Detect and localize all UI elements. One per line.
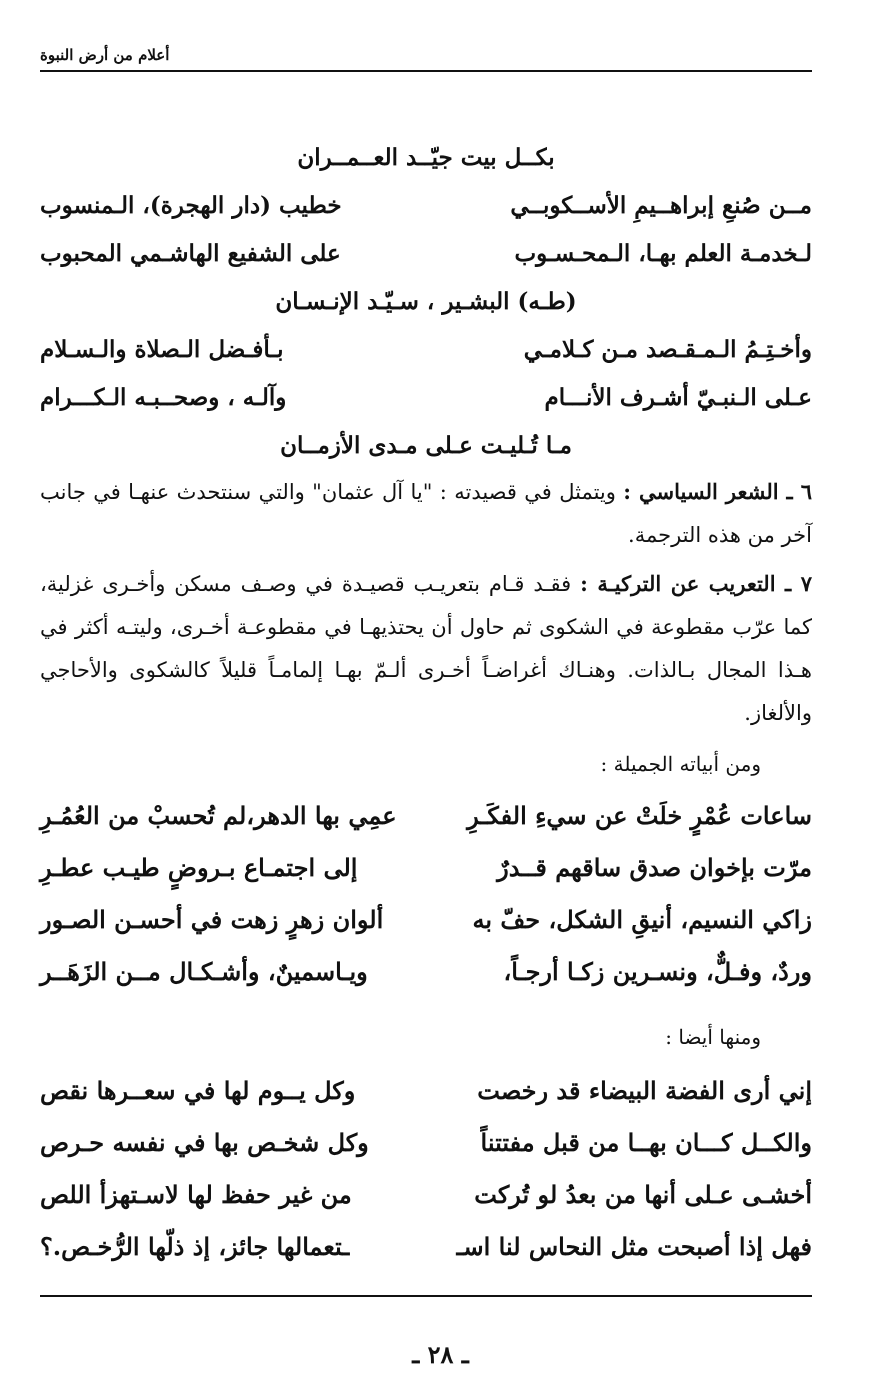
- poem-hemistich: ساعات عُمْرٍ خلَتْ عن سيءِ الفكَـرِ: [467, 801, 812, 830]
- section-7-heading: ٧ ـ التعريب عن التركيـة :: [580, 571, 812, 596]
- poem-verse: مـا تُـليـت عـلى مـدى الأزمــان: [280, 432, 572, 459]
- poem-hemistich: ـتعمالها جائز، إذ ذلّها الرُّخـص.؟: [40, 1232, 350, 1261]
- poem-line: [40, 946, 812, 998]
- poem-line: [40, 842, 812, 894]
- poem-hemistich: على الشفيع الهاشـمي المحبوب: [40, 240, 341, 267]
- section-7: [40, 562, 812, 735]
- poem-hemistich: وأخـتِـمُ الـمـقـصد مـن كـلامـي: [523, 336, 812, 363]
- poem-intro-1: ومن أبياته الجميلة :: [600, 752, 761, 776]
- section-6: [40, 470, 812, 557]
- poem-hemistich: زاكي النسيم، أنيقِ الشكل، حفّ به: [472, 905, 812, 934]
- section-6-text: ويتمثل في قصيدته : "يا آل عثمان" والتي سنتحدث عنهـا في جانب آخر من هذه الترجمة.: [40, 480, 812, 547]
- poem-block-2: [40, 790, 812, 998]
- poem-intro-2: ومنها أيضا :: [665, 1025, 761, 1049]
- poem-line: [40, 278, 812, 326]
- poem-hemistich: لـخدمـة العلم بهـا، الـمحـسـوب: [514, 240, 812, 267]
- poem-hemistich: بـأفـضل الـصلاة والـسـلام: [40, 336, 284, 363]
- poem-hemistich: والكــل كـــان بهــا من قبل مفتتناً: [480, 1128, 812, 1157]
- section-7-text: فقـد قـام بتعريـب قصيـدة في وصـف مسكن وأخـرى غزلية، كما عرّب مقطوعة في الشكوى ثم حاول أن يحتذيهـا في مقطوعـة أخـرى، وليتـه أكثر في هـذا المجال بـالذات. وهنـاك أغراضـاً أخـرى ألـمّ بهـا إلمامـاً قليلاً كالشكوى والأحاجي والألغاز.: [40, 572, 812, 725]
- poem-line: [40, 374, 812, 422]
- page-number: ـ ٢٨ ـ: [412, 1340, 469, 1369]
- poem-verse: بكــل بيت جيّــد العــمــران: [297, 144, 555, 171]
- poem-line: [40, 1221, 812, 1273]
- poem-hemistich: مــن صُنعِ إبراهــيمِ الأســكوبــي: [510, 192, 812, 219]
- poem-line: [40, 230, 812, 278]
- footer-rule: [40, 1295, 812, 1297]
- poem-line: [40, 182, 812, 230]
- poem-hemistich: ويـاسمينٌ، وأشـكـال مــن الزَهَــر: [40, 957, 368, 986]
- poem-hemistich: خطيب (دار الهجرة)، الـمنسوب: [40, 192, 342, 219]
- poem-hemistich: وكل شخـص بها في نفسه حـرص: [40, 1128, 369, 1157]
- poem-hemistich: عمِي بها الدهر،لم تُحسبْ من العُمُـرِ: [40, 801, 397, 830]
- poem-hemistich: من غير حفظ لها لاسـتهزأ اللص: [40, 1180, 352, 1209]
- poem-block-3: [40, 1065, 812, 1273]
- poem-block-1: [40, 134, 812, 470]
- poem-verse: (طـه) البشـير ، سـيّـد الإنـسـان: [275, 288, 577, 315]
- poem-line: [40, 1117, 812, 1169]
- poem-hemistich: مرّت بإخوان صدق ساقهم قــدرٌ: [497, 853, 812, 882]
- poem-line: [40, 326, 812, 374]
- poem-hemistich: إلى اجتمـاع بـروضٍ طيـب عطـرِ: [40, 853, 358, 882]
- poem-hemistich: وآلـه ، وصحــبـه الـكـــرام: [40, 384, 287, 411]
- poem-line: [40, 1169, 812, 1221]
- poem-line: [40, 134, 812, 182]
- poem-hemistich: أخشـى عـلى أنها من بعدُ لو تُركت: [474, 1180, 812, 1209]
- poem-hemistich: إني أرى الفضة البيضاء قد رخصت: [477, 1076, 812, 1105]
- poem-line: [40, 1065, 812, 1117]
- header-rule: [40, 70, 812, 72]
- section-6-heading: ٦ ـ الشعر السياسي :: [623, 479, 812, 504]
- poem-hemistich: ألوان زهرٍ زهت في أحسـن الصـور: [40, 905, 384, 934]
- poem-hemistich: وكل يــوم لها في سعــرها نقص: [40, 1076, 356, 1105]
- poem-line: [40, 422, 812, 470]
- poem-line: [40, 790, 812, 842]
- poem-hemistich: فهل إذا أصبحت مثل النحاس لنا اسـ: [456, 1232, 812, 1261]
- poem-hemistich: عـلى الـنبـيّ أشـرف الأنـــام: [544, 384, 812, 411]
- poem-hemistich: وردٌ، وفـلٌّ، ونسـرين زكـا أرجـاً،: [503, 957, 812, 986]
- running-header: أعلام من أرض النبوة: [40, 46, 170, 64]
- poem-line: [40, 894, 812, 946]
